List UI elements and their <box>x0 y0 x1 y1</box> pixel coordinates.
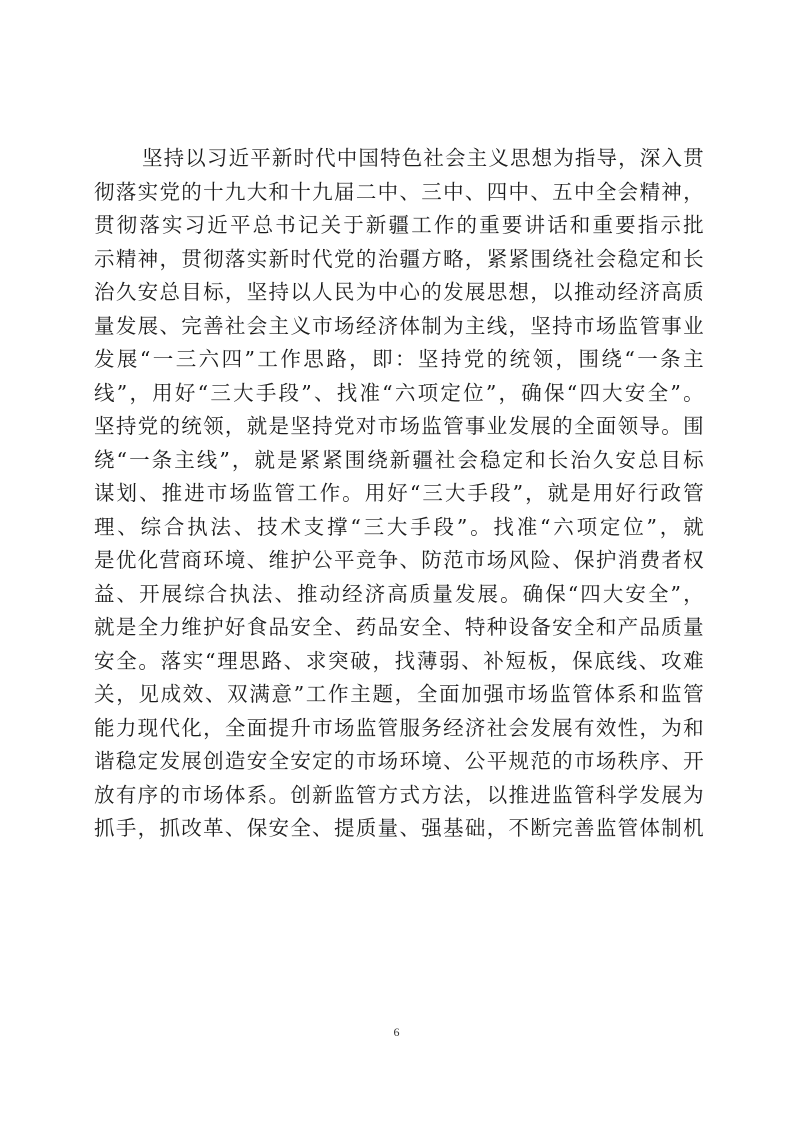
paragraph-line: 线”，用好“三大手段”、找准“六项定位”，确保“四大安全”。 <box>94 380 704 405</box>
page-number: 6 <box>393 1025 400 1039</box>
paragraph-line: 能力现代化，全面提升市场监管服务经济社会发展有效性，为和 <box>94 715 704 740</box>
paragraph-line: 抓手，抓改革、保安全、提质量、强基础，不断完善监管体制机 <box>94 816 704 840</box>
paragraph-line: 理、综合执法、技术支撑“三大手段”。找准“六项定位”，就 <box>94 514 704 539</box>
paragraph-line: 就是全力维护好食品安全、药品安全、特种设备安全和产品质量 <box>94 615 704 639</box>
paragraph-line: 关，见成效、双满意”工作主题，全面加强市场监管体系和监管 <box>94 682 704 706</box>
paragraph-line: 谋划、推进市场监管工作。用好“三大手段”，就是用好行政管 <box>94 481 704 505</box>
paragraph-line: 坚持党的统领，就是坚持党对市场监管事业发展的全面领导。围 <box>94 414 704 438</box>
paragraph-line: 示精神，贯彻落实新时代党的治疆方略，紧紧围绕社会稳定和长 <box>94 246 704 271</box>
paragraph-line: 谐稳定发展创造安全安定的市场环境、公平规范的市场秩序、开 <box>94 749 704 773</box>
paragraph-line: 彻落实党的十九大和十九届二中、三中、四中、五中全会精神， <box>94 179 704 204</box>
paragraph-line: 量发展、完善社会主义市场经济体制为主线，坚持市场监管事业 <box>94 313 704 338</box>
paragraph-line: 坚持以习近平新时代中国特色社会主义思想为指导，深入贯 <box>142 146 704 170</box>
paragraph-line: 是优化营商环境、维护公平竞争、防范市场风险、保护消费者权 <box>94 548 704 572</box>
paragraph-line: 放有序的市场体系。创新监管方式方法，以推进监管科学发展为 <box>94 782 704 807</box>
paragraph-line: 发展“一三六四”工作思路，即：坚持党的统领，围绕“一条主 <box>94 347 704 371</box>
body-paragraph <box>94 142 704 846</box>
paragraph-line: 治久安总目标，坚持以人民为中心的发展思想，以推动经济高质 <box>94 280 704 304</box>
paragraph-line: 益、开展综合执法、推动经济高质量发展。确保“四大安全”， <box>94 581 704 606</box>
paragraph-line: 绕“一条主线”，就是紧紧围绕新疆社会稳定和长治久安总目标 <box>94 447 704 472</box>
paragraph-line: 贯彻落实习近平总书记关于新疆工作的重要讲话和重要指示批 <box>94 213 704 237</box>
paragraph-line: 安全。落实“理思路、求突破，找薄弱、补短板，保底线、攻难 <box>94 648 704 673</box>
